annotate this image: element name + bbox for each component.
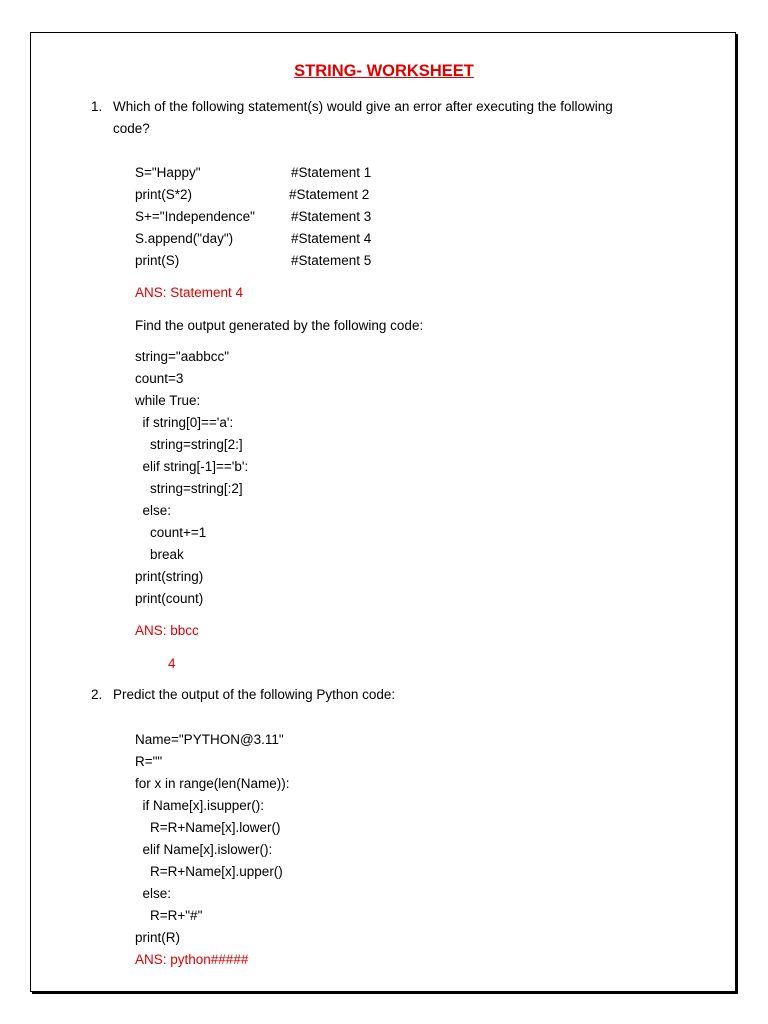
q1-code-comment: #Statement 1	[291, 165, 372, 180]
q1-sub-code-line: while True:	[135, 393, 201, 408]
q1-code-line: S="Happy"	[135, 165, 201, 180]
q2-code-line: elif Name[x].islower():	[135, 842, 273, 857]
q1-code-line: S+="Independence"	[135, 209, 255, 224]
q1-code-comment: #Statement 3	[291, 209, 372, 224]
q1-code-comment: #Statement 5	[291, 253, 372, 268]
q1-text-line1: Which of the following statement(s) would give an error after executing the following	[113, 99, 613, 114]
q1-sub-code-line: count=3	[135, 371, 184, 386]
q1-sub-code-line: if string[0]=='a':	[135, 415, 234, 430]
q1-sub-answer-line2: 4	[168, 656, 176, 671]
q1-sub-code-line: print(string)	[135, 569, 204, 584]
q1-sub-answer-line1: ANS: bbcc	[135, 623, 199, 638]
q2-code-line: R=R+"#"	[135, 908, 203, 923]
q2-code-line: else:	[135, 886, 172, 901]
q1-code-line: S.append("day")	[135, 231, 234, 246]
q2-code-line: Name="PYTHON@3.11"	[135, 732, 284, 747]
q1-sub-question: Find the output generated by the following code:	[135, 318, 424, 333]
q2-text: Predict the output of the following Python code:	[113, 687, 396, 702]
q2-code-line: R=R+Name[x].upper()	[135, 864, 283, 879]
q2-code-line: R=R+Name[x].lower()	[135, 820, 281, 835]
q2-code-line: for x in range(len(Name)):	[135, 776, 290, 791]
q1-sub-code-line: else:	[135, 503, 172, 518]
q1-answer: ANS: Statement 4	[135, 285, 244, 300]
q1-sub-code-line: elif string[-1]=='b':	[135, 459, 249, 474]
q2-code-line: if Name[x].isupper():	[135, 798, 265, 813]
q1-sub-code-line: break	[135, 547, 184, 562]
q1-sub-code-line: string=string[2:]	[135, 437, 243, 452]
q1-sub-code-line: string="aabbcc"	[135, 349, 230, 364]
q1-code-comment: #Statement 2	[289, 187, 370, 202]
q1-sub-code-line: string=string[:2]	[135, 481, 243, 496]
q1-code-comment: #Statement 4	[291, 231, 372, 246]
q1-text-line2: code?	[113, 121, 150, 136]
q2-answer: ANS: python#####	[135, 952, 249, 967]
q1-sub-code-line: print(count)	[135, 591, 204, 606]
q2-number: 2.	[91, 687, 103, 702]
q1-sub-code-line: count+=1	[135, 525, 207, 540]
q1-code-line: print(S*2)	[135, 187, 193, 202]
q1-code-line: print(S)	[135, 253, 180, 268]
q2-code-line: print(R)	[135, 930, 181, 945]
q1-number: 1.	[91, 99, 103, 114]
q2-code-line: R=""	[135, 754, 163, 769]
worksheet-title: STRING- WORKSHEET	[294, 62, 474, 80]
